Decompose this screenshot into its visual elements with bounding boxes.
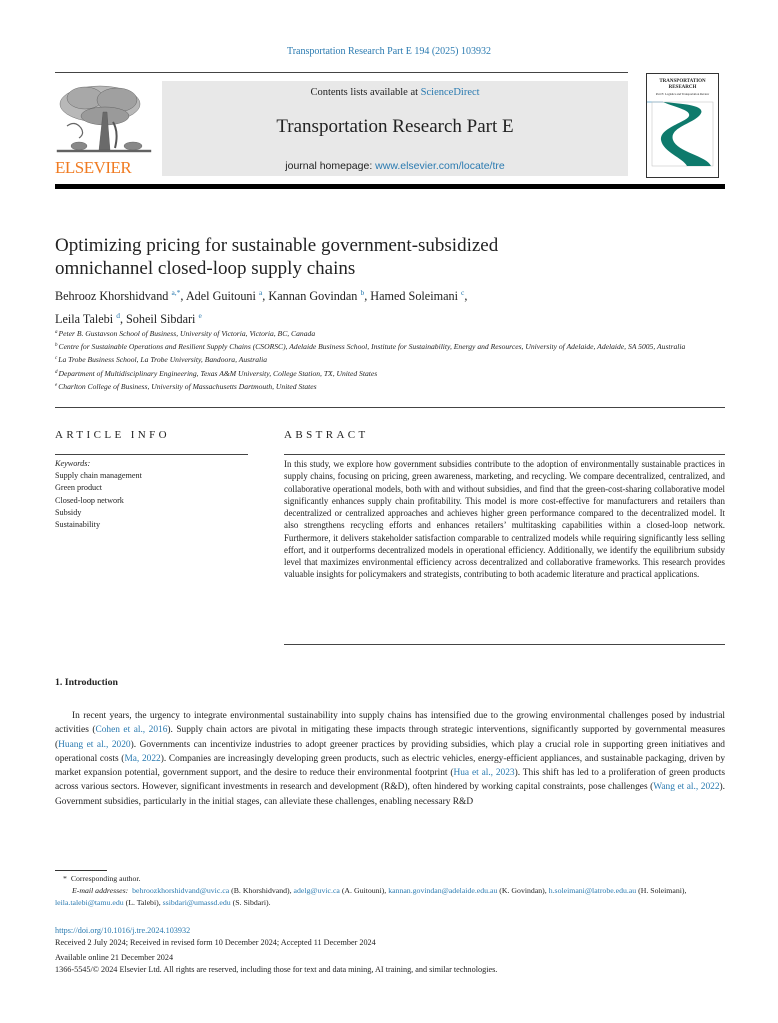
separator: . (268, 898, 271, 907)
publisher-name: ELSEVIER (55, 158, 132, 177)
author-name: Behrooz Khorshidvand (55, 289, 169, 303)
cover-road-graphic (647, 100, 718, 170)
separator: , (364, 289, 371, 303)
text-run: ). This shift has led to a proliferation of green products across various sectors. However, significant investments in research and development (R&D), often hindered by working capital constraints, pose challenges ( (55, 768, 725, 793)
abstract-text: In this study, we explore how government subsidies contribute to the adoption of environmentally sustainable practices in supply chains, focusing on pricing, green awareness, marketing, and recycling. We compare decentralized, centralized, and collaborative operational models, both with and without subsidies, and find that the green-cost-sharing collaborative model significantly enhances supply chain profitability. This model is more cost-effective for manufacturers and retailers than decentralized or centralized approaches and achieves higher green performance compared to the decentralized model. It also strengthens recycling efforts and enhances retailers’ multitasking capabilities within a closed-loop network. Furthermore, it delivers stakeholder satisfaction comparable to centralized models while requiring significantly less selling effort, and it outperforms decentralized models in operational efficiency. Additionally, we identify the equilibrium subsidy level that maximizes environmental efficiency across decentralized and collaborative frameworks. This research provides valuable insights for policymakers and strategists, contributing to both academic literature and practical applications. (284, 459, 725, 580)
author-affiliation-mark[interactable]: b (360, 288, 365, 297)
corresponding-author-note (55, 873, 725, 885)
author[interactable] (55, 312, 120, 326)
affiliation-key: a (55, 330, 58, 335)
journal-cover-thumbnail[interactable] (646, 73, 719, 178)
author[interactable] (186, 289, 262, 303)
header-thick-bar (55, 184, 725, 189)
author[interactable] (370, 289, 464, 303)
email-link[interactable]: ssibdari@umassd.edu (162, 898, 231, 907)
doi-link[interactable]: https://doi.org/10.1016/j.tre.2024.103932 (55, 926, 191, 935)
separator: , (180, 289, 186, 303)
affiliation (55, 353, 725, 366)
keyword: Subsidy (55, 507, 82, 517)
citation-link[interactable]: Hua et al., 2023 (453, 768, 515, 778)
citation-link[interactable]: Cohen et al., 2016 (95, 725, 168, 736)
affiliation-text: Charlton College of Business, University of Massachusetts Dartmouth, United States (58, 381, 317, 391)
received-dates: Received 2 July 2024; Received in revised form 10 December 2024; Accepted 11 December 2024 (55, 938, 376, 947)
author-name: Adel Guitouni (185, 289, 256, 303)
article-info-rule (55, 454, 248, 455)
footnote-mark: * (63, 874, 67, 883)
separator: , (158, 898, 163, 907)
author-affiliation-mark[interactable]: c (461, 288, 465, 297)
affiliation (55, 367, 725, 380)
contents-line (162, 87, 628, 98)
author[interactable] (55, 289, 180, 303)
text-run: ). Companies are increasingly developing green products, such as electric vehicles, energy-efficient appliances, and sustainable packaging, driven by market expansion potential, government support, and the desire to reduce their environmental footprint ( (55, 753, 726, 778)
introduction-heading: 1. Introduction (55, 677, 118, 688)
affiliation (55, 380, 725, 393)
author-affiliation-mark[interactable]: e (198, 311, 202, 320)
copyright: 1366-5545/© 2024 Elsevier Ltd. All rights are reserved, including those for text and data mining, AI training, and similar technologies. (55, 965, 498, 974)
text-run: ). Governments can incentivize industries to adopt greener practices by providing subsidies, which play a crucial role in supporting green initiatives and operational costs ( (55, 739, 725, 764)
abstract-rule (284, 454, 725, 455)
footnote-rule (55, 870, 107, 871)
separator: , (289, 886, 294, 895)
citation-link[interactable]: Huang et al., 2020 (58, 739, 131, 750)
author-affiliation-mark[interactable]: a,* (171, 288, 181, 297)
section-rule (55, 407, 725, 408)
keywords-list (55, 458, 255, 531)
email-label: E-mail addresses: (72, 886, 129, 895)
footnotes (55, 873, 725, 909)
separator: , (464, 289, 468, 303)
author-affiliation-mark[interactable]: d (116, 311, 120, 320)
email-owner: (L. Talebi) (125, 898, 159, 907)
keyword: Green product (55, 483, 103, 493)
journal-masthead (162, 81, 628, 176)
article-title-line1: Optimizing pricing for sustainable government-subsidized (55, 235, 499, 256)
author-name: Kannan Govindan (268, 289, 358, 303)
header-rule (55, 72, 628, 73)
author-name: Soheil Sibdari (126, 312, 196, 326)
article-title (55, 234, 675, 280)
email-owner: (S. Sibdari) (232, 898, 269, 907)
journal-title: Transportation Research Part E (276, 116, 514, 137)
tree-icon (55, 82, 153, 156)
cover-title-line2: RESEARCH (668, 85, 697, 90)
journal-homepage-link[interactable]: www.elsevier.com/locate/tre (375, 160, 505, 172)
homepage-prefix: journal homepage: (285, 160, 376, 172)
publication-info (55, 925, 735, 976)
email-link[interactable]: h.soleimani@latrobe.edu.au (548, 886, 637, 895)
journal-reference-link[interactable]: Transportation Research Part E 194 (2025) 103932 (286, 46, 492, 57)
affiliation (55, 340, 725, 353)
author[interactable] (126, 312, 202, 326)
footnote-text: Corresponding author. (70, 874, 141, 883)
author-name: Hamed Soleimani (370, 289, 458, 303)
separator: , (262, 289, 269, 303)
affiliation-key: b (55, 343, 58, 349)
author-affiliation-mark[interactable]: a (258, 288, 263, 297)
keyword: Sustainability (55, 520, 101, 530)
affiliation-text: Peter B. Gustavson School of Business, University of Victoria, Victoria, BC, Canada (58, 329, 316, 338)
email-owner: (A. Guitouni) (341, 886, 385, 895)
affiliation-key: c (55, 356, 58, 362)
separator: , (119, 312, 127, 326)
affiliation-key: d (55, 369, 58, 375)
sciencedirect-link[interactable]: ScienceDirect (420, 87, 480, 98)
author-name: Leila Talebi (55, 312, 114, 326)
citation-link[interactable]: Wang et al., 2022 (653, 782, 720, 793)
email-owner: (K. Govindan) (499, 886, 545, 895)
email-link[interactable]: leila.talebi@tamu.edu (55, 898, 124, 907)
abstract-heading: ABSTRACT (284, 429, 369, 441)
email-link[interactable]: adelg@uvic.ca (293, 886, 340, 895)
text-run: ). Supply chain actors are pivotal in mitigating these impacts through strategic interventions, significantly supported by governmental measures ( (55, 725, 726, 750)
affiliation-text: Department of Multidisciplinary Engineering, Texas A&M University, College Station, TX, United States (58, 368, 378, 378)
separator: , (684, 886, 687, 895)
contents-prefix: Contents lists available at (310, 87, 421, 98)
cover-title-line1: TRANSPORTATION (659, 79, 706, 84)
citation-link[interactable]: Ma, 2022 (124, 753, 161, 764)
abstract-bottom-rule (284, 644, 725, 645)
affiliation-key: e (55, 382, 58, 388)
email-addresses (55, 885, 725, 909)
separator: , (384, 886, 389, 895)
available-online: Available online 21 December 2024 (55, 953, 174, 962)
email-link[interactable]: behroozkhorshidvand@uvic.ca (132, 886, 230, 895)
affiliation-list (55, 327, 725, 393)
article-title-line2: omnichannel closed-loop supply chains (55, 258, 356, 279)
email-link[interactable]: kannan.govindan@adelaide.edu.au (388, 886, 498, 895)
homepage-line (162, 160, 628, 172)
keyword: Closed-loop network (55, 495, 124, 505)
text-run: In recent years, the urgency to integrate environmental sustainability into supply chains has intensified due to the growing environmental challenges posed by industrial activities ( (55, 711, 725, 736)
author-list (55, 283, 675, 329)
keyword: Supply chain management (55, 471, 142, 481)
author[interactable] (268, 289, 364, 303)
affiliation-text: Centre for Sustainable Operations and Resilient Supply Chains (CSORSC), Adelaide Business School, Institute for Sustainability, Energy and Resources, University of Adelaide, Adelaide, SA 5005, Australia (58, 342, 686, 352)
affiliation-text: La Trobe Business School, La Trobe University, Bandoora, Australia (58, 355, 268, 365)
email-owner: (H. Soleimani) (638, 886, 685, 895)
cover-subtitle: Part E: Logistics and Transportation Review (655, 92, 710, 96)
text-run: ). Government subsidies, particularly in the initial stages, can alleviate these challenges, enabling necessary R&D (55, 782, 725, 807)
introduction-paragraph (55, 709, 725, 809)
email-owner: (B. Khorshidvand) (231, 886, 290, 895)
keywords-label: Keywords: (55, 459, 91, 468)
separator: , (544, 886, 549, 895)
article-info-heading: ARTICLE INFO (55, 429, 170, 441)
affiliation (55, 327, 725, 340)
